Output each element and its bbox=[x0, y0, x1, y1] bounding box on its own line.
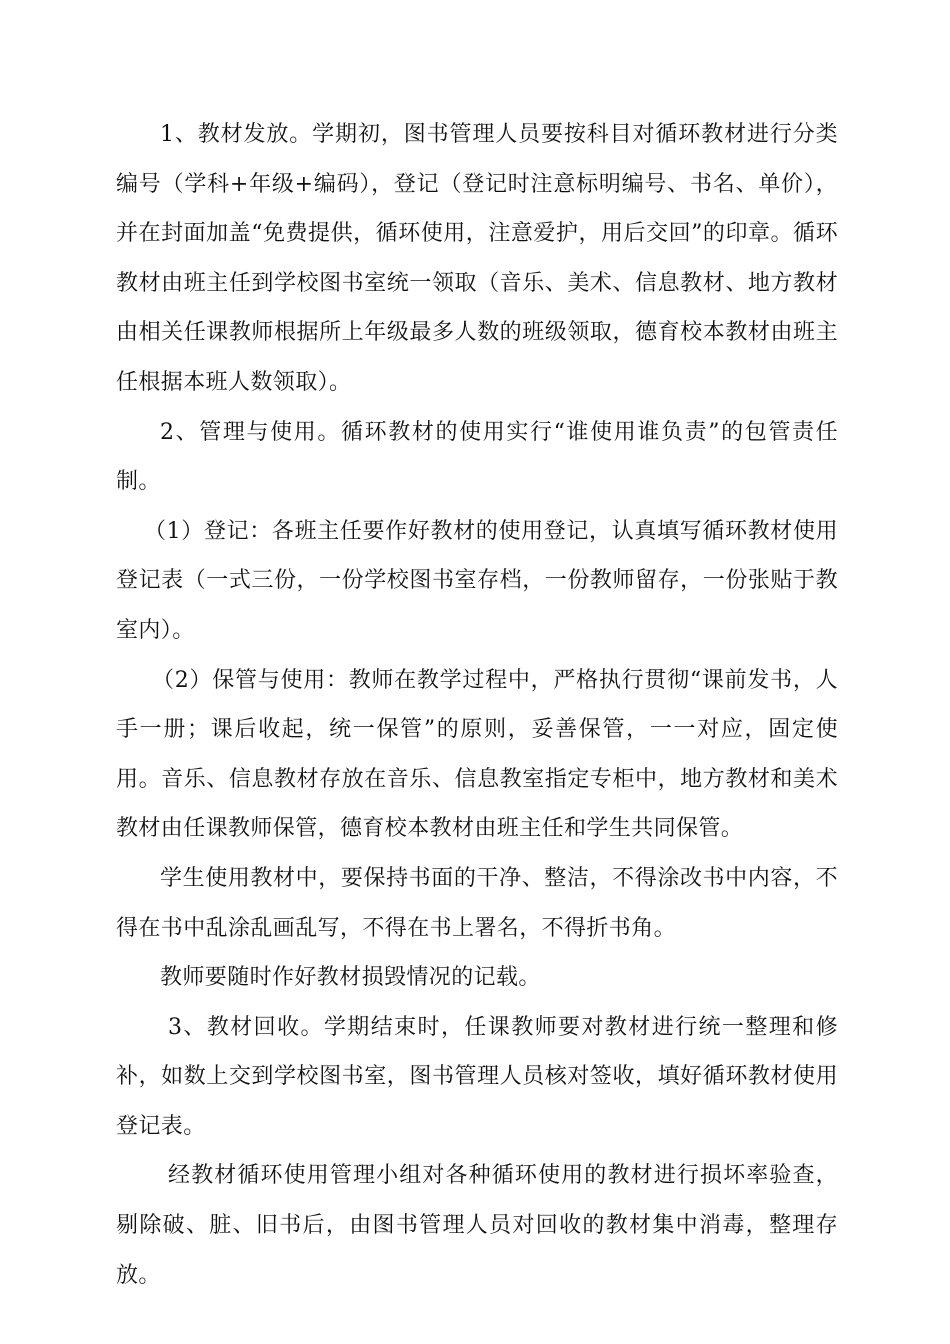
document-body bbox=[116, 110, 838, 1300]
paragraph-inspection-and-disinfection: 经教材循环使用管理小组对各种循环使用的教材进行损坏率验查，剔除破、脏、旧书后，由图书管理人员对回收的教材集中消毒，整理存放。 bbox=[116, 1163, 838, 1288]
paragraph-registration: （1）登记：各班主任要作好教材的使用登记，认真填写循环教材使用登记表（一式三份，一份学校图书室存档，一份教师留存，一份张贴于教室内）。 bbox=[116, 518, 838, 643]
paragraph-textbook-collection: 3、教材回收。学期结束时，任课教师要对教材进行统一整理和修补，如数上交到学校图书室，图书管理人员核对签收，填好循环教材使用登记表。 bbox=[116, 1014, 838, 1139]
paragraph-textbook-distribution: 1、教材发放。学期初，图书管理人员要按科目对循环教材进行分类编号（学科+年级+编码），登记（登记时注意标明编号、书名、单价），并在封面加盖“免费提供，循环使用，注意爱护，用后交回”的印章。循环教材由班主任到学校图书室统一领取（音乐、美术、信息教材、地方教材由相关任课教师根据所上年级最多人数的班级领取，德育校本教材由班主任根据本班人数领取）。 bbox=[116, 122, 838, 395]
paragraph-storage-and-use: （2）保管与使用：教师在教学过程中，严格执行贯彻“课前发书，人手一册；课后收起，统一保管”的原则，妥善保管，一一对应，固定使用。音乐、信息教材存放在音乐、信息教室指定专柜中，地方教材和美术教材由任课教师保管，德育校本教材由班主任和学生共同保管。 bbox=[116, 667, 838, 842]
paragraph-teacher-records: 教师要随时作好教材损毁情况的记载。 bbox=[160, 965, 541, 991]
paragraph-student-use: 学生使用教材中，要保持书面的干净、整洁，不得涂改书中内容，不得在书中乱涂乱画乱写，不得在书上署名，不得折书角。 bbox=[116, 865, 838, 941]
paragraph-management-and-use: 2、管理与使用。循环教材的使用实行“谁使用谁负责”的包管责任制。 bbox=[116, 419, 838, 495]
